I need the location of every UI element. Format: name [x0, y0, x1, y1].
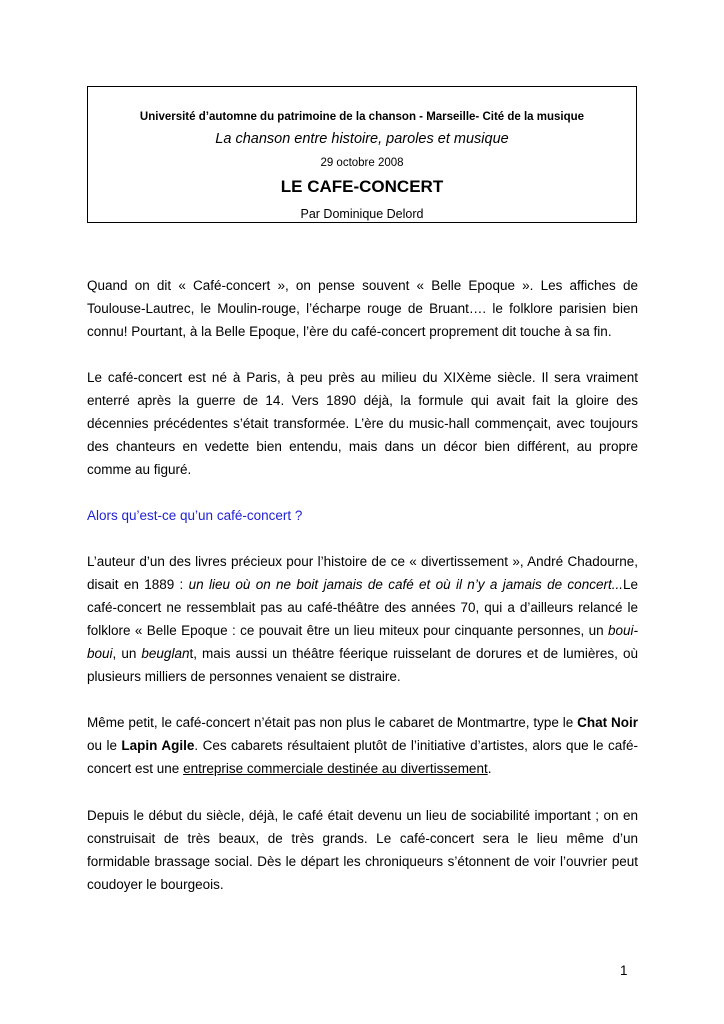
paragraph-cabaret [87, 711, 638, 780]
event-title: Université d’automne du patrimoine de la chanson - Marseille- Cité de la musique [139, 111, 585, 123]
document-title: LE CAFE-CONCERT [280, 177, 444, 196]
paragraph-sociability: Depuis le début du siècle, déjà, le café était devenu un lieu de sociabilité important ; on en construisait de très beaux, de très grands. Le café-concert sera le lieu même d’un formidable brassage social. Dès le départ les chroniqueurs s’étonnent de voir l’ouvrier peut coudoyer le bourgeois. [87, 808, 638, 892]
text-span: ou le [87, 738, 122, 753]
paragraph-history: Le café-concert est né à Paris, à peu près au milieu du XIXème siècle. Il sera vraiment enterré après la guerre de 14. Vers 1890 déjà, la formule qui avait fait la gloire des décennies précédentes s’était transformée. L’ère du music-hall commençait, avec toujours des chanteurs en vedette bien entendu, mais dans un décor bien différent, au propre comme au figuré. [87, 370, 638, 477]
author-line: Par Dominique Delord [300, 207, 424, 221]
section-heading: Alors qu’est-ce qu’un café-concert ? [87, 508, 303, 523]
text-span: . [487, 761, 492, 776]
page-number: 1 [620, 963, 628, 978]
text-span: , un [112, 646, 142, 661]
text-span: . Ces cabarets résultaient plutôt de l’initiative d’artistes, alors que le café-concert est une [87, 738, 638, 776]
quote-text: un lieu où on ne boit jamais de café et où il n’y a jamais de concert... [188, 577, 623, 592]
term-beuglant: beuglan [141, 646, 190, 661]
text-span: Le café-concert ne ressemblait pas au café-théâtre des années 70, qui a d’ailleurs relancé le folklore « Belle Epoque : ce pouvait être un lieu miteux pour cinquante personnes, un [87, 577, 638, 638]
event-subtitle: La chanson entre histoire, paroles et musique [215, 131, 509, 147]
event-date: 29 octobre 2008 [320, 157, 404, 169]
text-span: L’auteur d’un des livres précieux pour l’histoire de ce « divertissement », André Chadourne, disait en 1889 : [87, 554, 638, 592]
underlined-phrase: entreprise commerciale destinée au divertissement [183, 761, 488, 776]
paragraph-definition [87, 550, 638, 688]
text-span: t, mais aussi un théâtre féerique ruisselant de dorures et de lumières, où plusieurs milliers de personnes venaient se distraire. [87, 646, 639, 684]
paragraph-intro: Quand on dit « Café-concert », on pense souvent « Belle Epoque ». Les affiches de Toulouse-Lautrec, le Moulin-rouge, l’écharpe rouge de Bruant…. le folklore parisien bien connu! Pourtant, à la Belle Epoque, l’ère du café-concert proprement dit touche à sa fin. [87, 278, 638, 339]
term-boui-boui: boui-boui [87, 623, 638, 661]
term-lapin-agile: Lapin Agile [121, 738, 195, 753]
term-chat-noir: Chat Noir [577, 715, 639, 730]
header-box [87, 86, 637, 223]
text-span: Même petit, le café-concert n’était pas non plus le cabaret de Montmartre, type le [87, 715, 578, 730]
